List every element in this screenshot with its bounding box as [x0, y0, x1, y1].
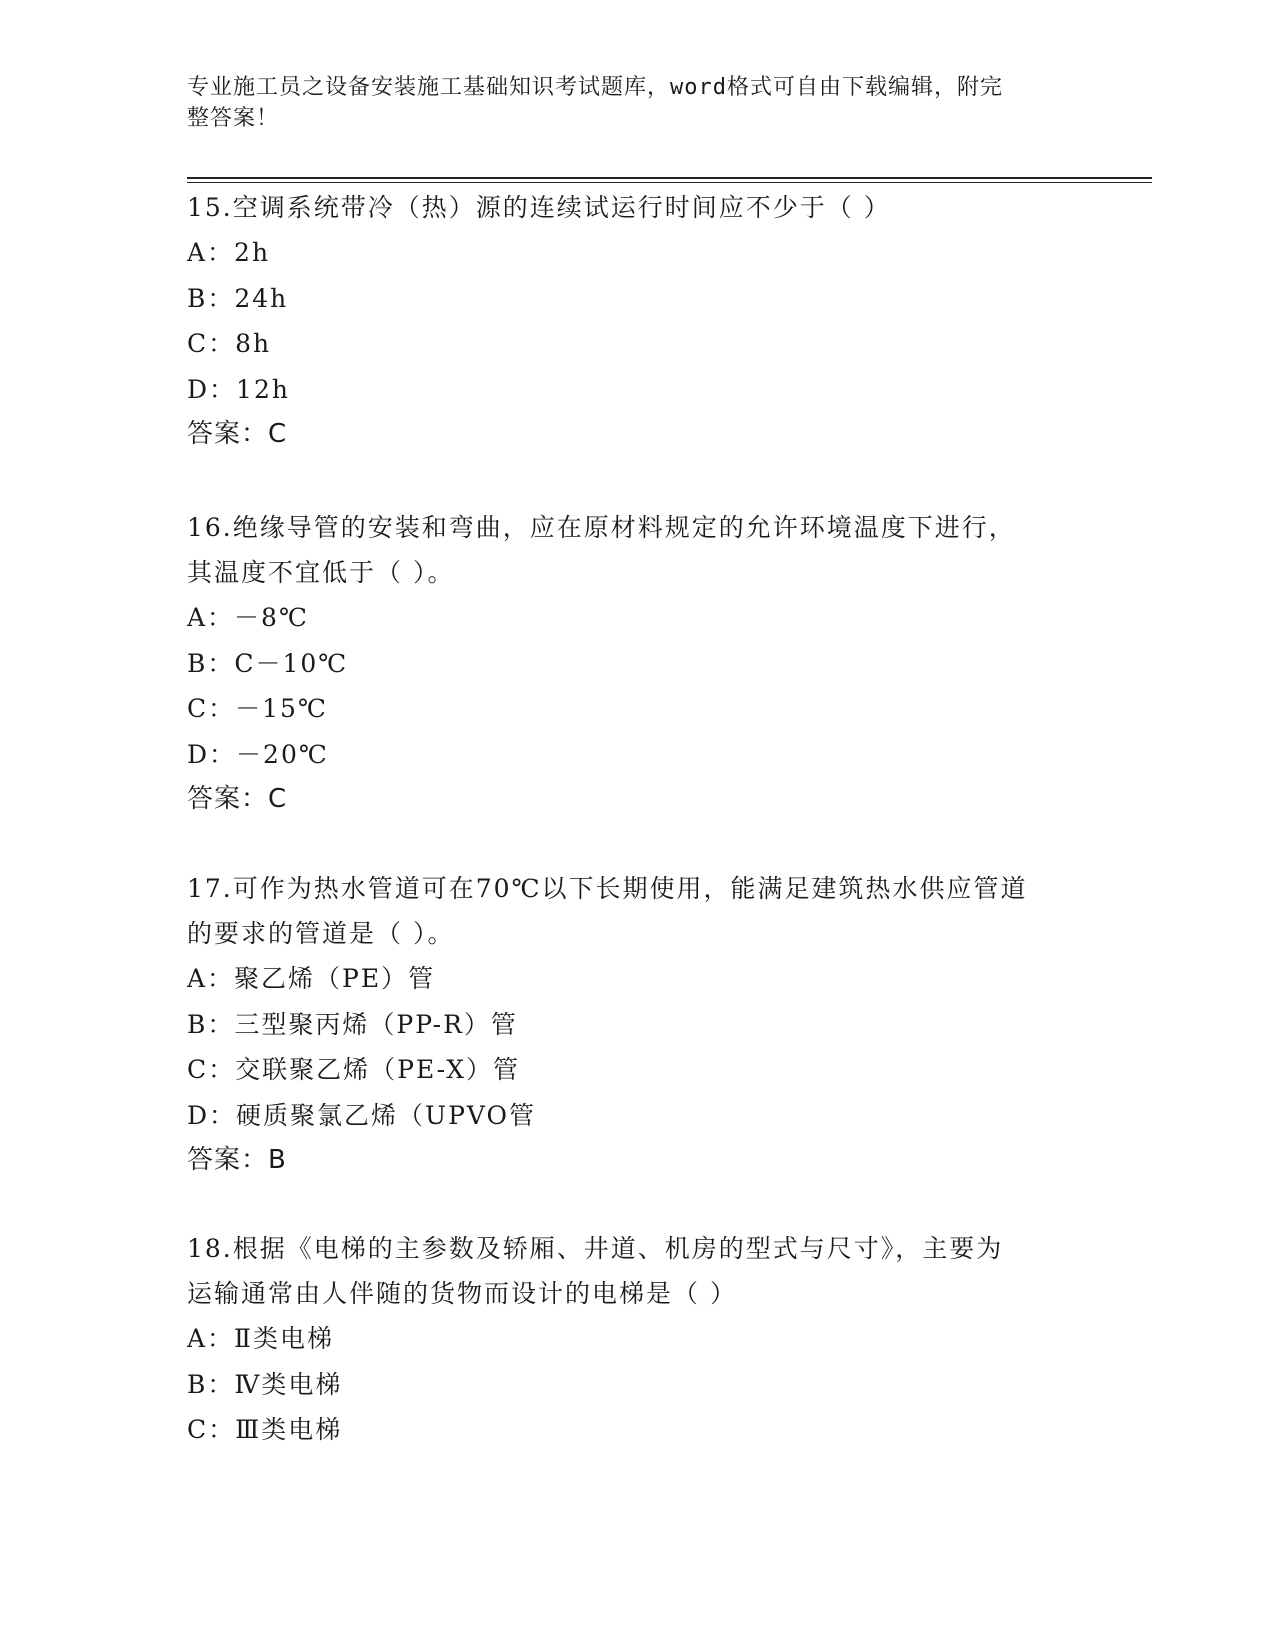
- question-stem-line-2: 其温度不宜低于（ ）。: [187, 558, 455, 587]
- option-a: A：2h: [187, 238, 271, 267]
- option-c: C：Ⅲ类电梯: [187, 1415, 343, 1444]
- option-a: A：－8℃: [187, 603, 309, 632]
- option-b: B：三型聚丙烯（PP-R）管: [187, 1009, 518, 1039]
- question-stem-line-1: 17.可作为热水管道可在70℃以下长期使用，能满足建筑热水供应管道: [187, 874, 1028, 903]
- answer: 答案：B: [187, 1145, 287, 1175]
- question-15: [187, 185, 1087, 457]
- header-divider-thin: [187, 182, 1152, 183]
- option-c: C：8h: [187, 329, 272, 358]
- option-b: B：Ⅳ类电梯: [187, 1369, 343, 1399]
- option-b: B：24h: [187, 283, 289, 313]
- question-stem-line-2: 的要求的管道是（ ）。: [187, 919, 455, 948]
- header-divider-thick: [187, 177, 1152, 179]
- option-d: D：－20℃: [187, 739, 329, 769]
- question-16: [187, 505, 1087, 822]
- document-header: [187, 72, 1087, 134]
- question-stem-line-1: 16.绝缘导管的安装和弯曲，应在原材料规定的允许环境温度下进行，: [187, 513, 1016, 542]
- option-d: D：12h: [187, 374, 290, 404]
- header-line-1: 专业施工员之设备安装施工基础知识考试题库，word格式可自由下载编辑，附完: [187, 75, 1003, 100]
- option-d: D：硬质聚氯乙烯（UPVO管: [187, 1100, 537, 1130]
- header-line-2: 整答案！: [187, 106, 280, 131]
- question-stem-line-2: 运输通常由人伴随的货物而设计的电梯是（ ）: [187, 1279, 737, 1308]
- option-a: A：Ⅱ类电梯: [187, 1324, 335, 1353]
- question-17: [187, 866, 1087, 1183]
- option-c: C：－15℃: [187, 694, 328, 723]
- question-stem-line-1: 18.根据《电梯的主参数及轿厢、井道、机房的型式与尺寸》，主要为: [187, 1234, 1004, 1263]
- answer: 答案：C: [187, 419, 288, 449]
- question-18: [187, 1226, 1087, 1453]
- question-stem: 15.空调系统带冷（热）源的连续试运行时间应不少于（ ）: [187, 193, 891, 222]
- answer: 答案：C: [187, 784, 288, 814]
- option-a: A：聚乙烯（PE）管: [187, 964, 436, 993]
- option-b: B：C－10℃: [187, 648, 349, 678]
- option-c: C：交联聚乙烯（PE-X）管: [187, 1055, 521, 1084]
